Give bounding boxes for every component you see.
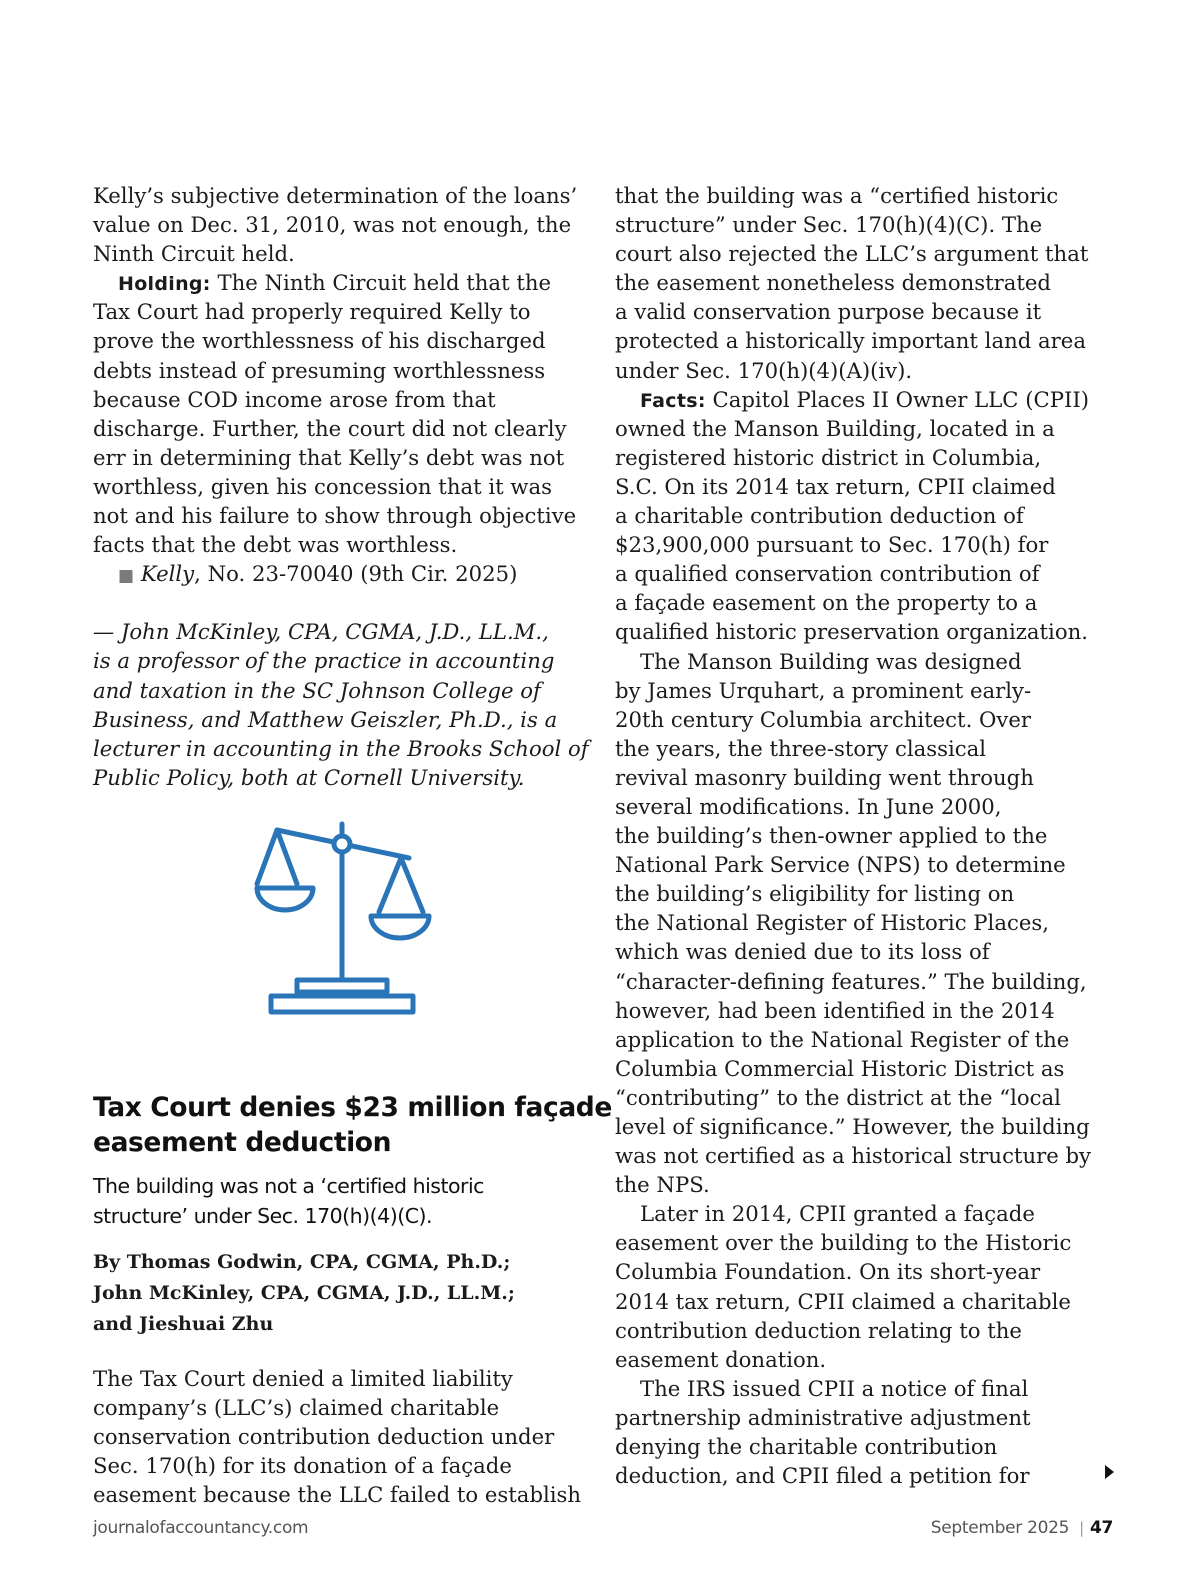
text-line: debts instead of presuming worthlessness [93,357,546,383]
text-line: Columbia Foundation. On its short-year [615,1259,1041,1285]
text-line: easement over the building to the Historic [615,1230,1072,1256]
text-line: Public Policy, both at Cornell University. [93,764,525,790]
text-line: registered historic district in Columbia, [615,444,1042,470]
text-line: application to the National Register of the [615,1026,1070,1052]
right-column [615,181,1115,1490]
text-line: — John McKinley, CPA, CGMA, J.D., LL.M., [93,619,549,645]
left-column [93,181,612,1509]
text-line: however, had been identified in the 2014 [615,997,1055,1023]
footer-separator: | [1079,1519,1084,1537]
irs-notice-paragraph [615,1374,1115,1490]
text-line: prove the worthlessness of his discharged [93,328,546,354]
article-subhead [93,1171,595,1231]
facts-label: Facts: [640,389,706,412]
text-line: company’s (LLC’s) claimed charitable [93,1394,500,1420]
text-line: Columbia Commercial Historic District as [615,1055,1065,1081]
article-byline [93,1247,595,1340]
end-mark-icon: ■ [118,566,135,587]
text-line [615,385,1115,414]
byline-line: By Thomas Godwin, CPA, CGMA, Ph.D.; [93,1250,511,1273]
text-line: the easement nonetheless demonstrated [615,270,1051,296]
text-line: lecturer in accounting in the Brooks School of [93,735,589,761]
footer-issue-info [931,1518,1113,1538]
text-line: worthless, given his concession that it was [93,473,553,499]
holding-paragraph [93,268,595,559]
text-line: qualified historic preservation organization. [615,619,1088,645]
text-line: $23,900,000 pursuant to Sec. 170(h) for [615,532,1049,558]
text-line: several modifications. In June 2000, [615,793,1002,819]
text-line: under Sec. 170(h)(4)(A)(iv). [615,357,913,383]
headline-line: Tax Court denies $23 million façade [93,1091,612,1123]
text-line [93,268,595,297]
facts-first-line: Capitol Places II Owner LLC (CPII) [705,386,1089,412]
page-number: 47 [1089,1518,1113,1538]
text-line: the building’s then-owner applied to the [615,823,1048,849]
case-number: , No. 23-70040 (9th Cir. 2025) [194,561,518,587]
text-line: a charitable contribution deduction of [615,503,1024,529]
text-line: level of significance.” However, the building [615,1114,1090,1139]
text-line: the National Register of Historic Places, [615,910,1049,936]
text-line: protected a historically important land area [615,328,1086,354]
text-line: that the building was a “certified historic [615,183,1059,208]
text-line: easement because the LLC failed to establish [93,1482,582,1508]
text-line: the years, the three-story classical [615,735,987,761]
text-line: National Park Service (NPS) to determine [615,852,1066,878]
case-name: Kelly [140,561,195,587]
text-line: Business, and Matthew Geiszler, Ph.D., is a [93,706,558,732]
facts-paragraph [615,385,1115,647]
text-line: a façade easement on the property to a [615,590,1038,616]
text-line: 20th century Columbia architect. Over [615,706,1032,732]
easement-grant-paragraph [615,1199,1115,1374]
continuation-paragraph [93,181,595,268]
headline-line: easement deduction [93,1126,392,1158]
text-line: denying the charitable contribution [615,1434,998,1460]
text-line: facts that the debt was worthless. [93,532,458,558]
text-line: revival masonry building went through [615,764,1034,790]
text-line: partnership administrative adjustment [615,1404,1031,1430]
text-line: The Tax Court denied a limited liability [93,1365,513,1391]
footer-website: journalofaccountancy.com [93,1518,309,1538]
manson-building-paragraph [615,647,1115,1200]
text-line: err in determining that Kelly’s debt was not [93,444,565,470]
text-line: 2014 tax return, CPII claimed a charitable [615,1288,1071,1314]
subhead-line: structure’ under Sec. 170(h)(4)(C). [93,1203,433,1228]
text-line: and taxation in the SC Johnson College of [93,677,541,703]
text-line: by James Urquhart, a prominent early- [615,677,1032,703]
byline-line: John McKinley, CPA, CGMA, J.D., LL.M.; [93,1281,515,1304]
text-line: “character-defining features.” The building, [615,968,1087,994]
byline-line: and Jieshuai Zhu [93,1312,274,1335]
text-line: Later in 2014, CPII granted a façade [640,1201,1035,1227]
text-line: structure” under Sec. 170(h)(4)(C). The [615,212,1043,238]
text-line: Tax Court had properly required Kelly to [93,299,531,325]
text-line: The Manson Building was designed [640,648,1022,674]
scales-of-justice-icon [253,820,433,1020]
text-line: a valid conservation purpose because it [615,299,1042,325]
text-line: value on Dec. 31, 2010, was not enough, the [93,212,572,238]
text-line: a qualified conservation contribution of [615,561,1040,587]
issue-date: September 2025 [930,1518,1070,1538]
text-line: because COD income arose from that [93,386,496,412]
text-line: The IRS issued CPII a notice of final [640,1375,1029,1401]
text-line: Kelly’s subjective determination of the loans’ [93,183,578,208]
text-line: the building’s eligibility for listing on [615,881,1015,907]
text-line: deduction, and CPII filed a petition for [615,1463,1030,1489]
author-bio [93,617,595,792]
text-line: contribution deduction relating to the [615,1317,1022,1343]
case-citation [93,559,595,588]
text-line: the NPS. [615,1172,710,1198]
text-line: owned the Manson Building, located in a [615,415,1055,441]
text-line: court also rejected the LLC’s argument that [615,241,1089,267]
text-line: easement donation. [615,1346,827,1372]
holding-label: Holding: [118,273,211,296]
article-headline [93,1090,612,1160]
text-line: not and his failure to show through objective [93,503,577,529]
subhead-line: The building was not a ‘certified historic [93,1173,484,1198]
text-line: discharge. Further, the court did not clearly [93,415,567,441]
article-intro-paragraph [93,1364,595,1509]
text-line: Sec. 170(h) for its donation of a façade [93,1453,512,1479]
continued-arrow-icon [1105,1465,1114,1479]
text-line: “contributing” to the district at the “local [615,1084,1061,1110]
text-line: conservation contribution deduction under [93,1424,555,1450]
text-line: was not certified as a historical structure by [615,1143,1092,1169]
text-line: S.C. On its 2014 tax return, CPII claimed [615,473,1056,499]
text-line: is a professor of the practice in accounting [93,648,555,674]
text-line: which was denied due to its loss of [615,939,990,965]
holding-first-line: The Ninth Circuit held that the [210,270,552,296]
intro-continuation [615,181,1115,385]
text-line: Ninth Circuit held. [93,241,295,267]
